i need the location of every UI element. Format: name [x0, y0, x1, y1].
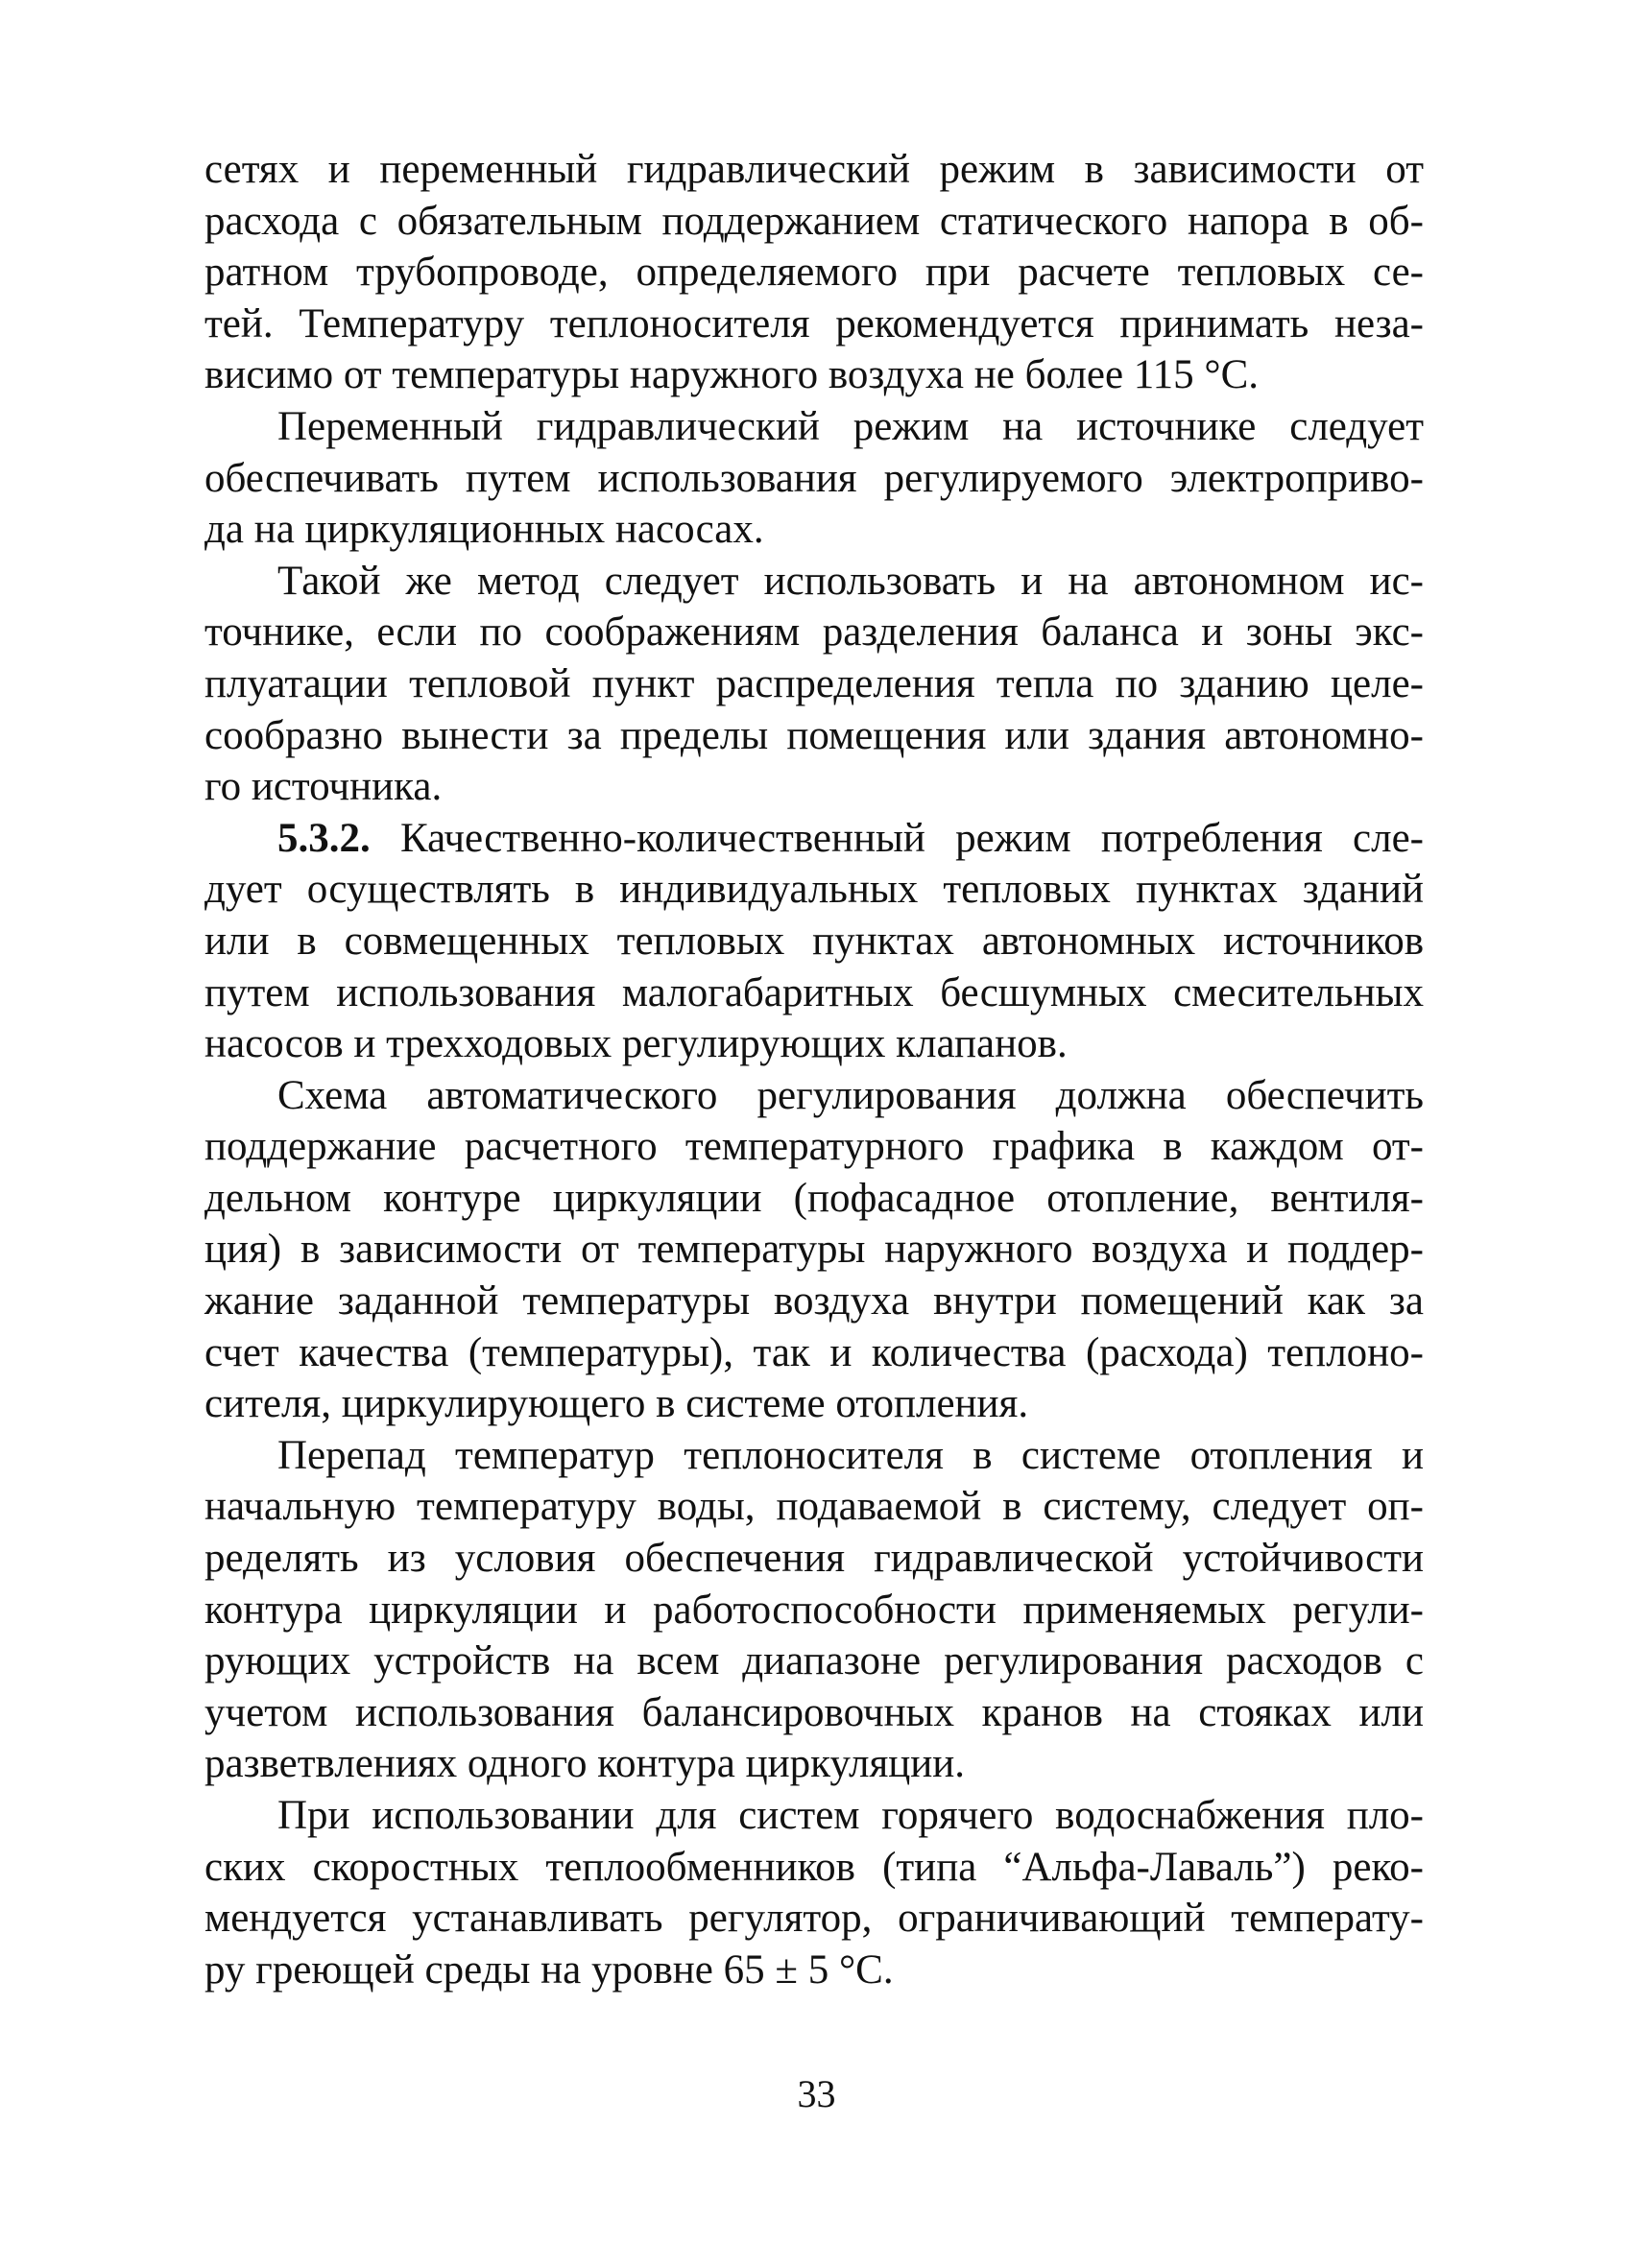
text-line: обеспечивать путем использования регулируемого электроприво-	[204, 455, 1424, 501]
text-line: дельном контуре циркуляции (пофасадное отопление, вентиля-	[204, 1175, 1424, 1221]
paragraph	[204, 556, 1424, 813]
section-number: 5.3.2.	[277, 815, 371, 861]
text-line: сителя, циркулирующего в системе отопления.	[204, 1381, 1029, 1427]
line-text: Качественно-количественный режим потребления сле-	[370, 815, 1424, 861]
text-line: да на циркуляционных насосах.	[204, 507, 764, 553]
text-line: Переменный гидравлический режим на источнике следует	[277, 403, 1424, 449]
text-line: При использовании для систем горячего водоснабжения пло-	[277, 1793, 1424, 1838]
text-line: Схема автоматического регулирования должна обеспечить	[277, 1072, 1424, 1118]
paragraph	[204, 813, 1424, 1070]
paragraph	[204, 144, 1424, 401]
text-line: го источника.	[204, 764, 443, 810]
text-line: контура циркуляции и работоспособности применяемых регули-	[204, 1587, 1424, 1633]
text-line: ских скоростных теплообменников (типа “Альфа-Лаваль”) реко-	[204, 1844, 1424, 1890]
text-line: или в совмещенных тепловых пунктах автономных источников	[204, 918, 1424, 964]
paragraph	[204, 401, 1424, 556]
paragraph	[204, 1070, 1424, 1430]
text-line: Перепад температур теплоносителя в системе отопления и	[277, 1432, 1424, 1478]
text-line: дует осуществлять в индивидуальных тепловых пунктах зданий	[204, 867, 1424, 913]
text-line: поддержание расчетного температурного графика в каждом от-	[204, 1124, 1424, 1170]
text-line: ределять из условия обеспечения гидравлической устойчивости	[204, 1536, 1424, 1582]
paragraph	[204, 1430, 1424, 1790]
text-line: точнике, если по соображениям разделения баланса и зоны экс-	[204, 609, 1424, 656]
page-number: 33	[797, 2072, 836, 2115]
text-line: ратном трубопроводе, определяемого при расчете тепловых се-	[204, 250, 1424, 296]
text-line: висимо от температуры наружного воздуха не более 115 °С.	[204, 352, 1260, 398]
text-line: начальную температуру воды, подаваемой в систему, следует оп-	[204, 1484, 1424, 1530]
body-text	[204, 144, 1424, 1995]
text-line: насосов и трехходовых регулирующих клапанов.	[204, 1021, 1068, 1067]
text-line: тей. Температуру теплоносителя рекомендуется принимать неза-	[204, 300, 1424, 346]
text-line: ру греющей среды на уровне 65 ± 5 °С.	[204, 1946, 894, 1993]
text-line: рующих устройств на всем диапазоне регулирования расходов с	[204, 1638, 1424, 1684]
text-line: разветвлениях одного контура циркуляции.	[204, 1741, 966, 1787]
text-line: сообразно вынести за пределы помещения или здания автономно-	[204, 712, 1424, 758]
text-line: мендуется устанавливать регулятор, ограничивающий температу-	[204, 1896, 1424, 1942]
text-line: путем использования малогабаритных бесшумных смесительных	[204, 969, 1424, 1015]
text-line: плуатации тепловой пункт распределения тепла по зданию целе-	[204, 660, 1424, 706]
text-line: расхода с обязательным поддержанием статического напора в об-	[204, 198, 1424, 244]
text-line: сетях и переменный гидравлический режим в зависимости от	[204, 147, 1424, 192]
text-line: ция) в зависимости от температуры наружного воздуха и поддер-	[204, 1227, 1424, 1273]
text-line: учетом использования балансировочных кранов на стояках или	[204, 1689, 1424, 1735]
text-line: Такой же метод следует использовать и на автономном ис-	[277, 558, 1424, 604]
text-line: жание заданной температуры воздуха внутри помещений как за	[204, 1278, 1424, 1325]
paragraph	[204, 1790, 1424, 1995]
text-line	[204, 813, 1424, 865]
text-line: счет качества (температуры), так и количества (расхода) теплоно-	[204, 1329, 1424, 1375]
